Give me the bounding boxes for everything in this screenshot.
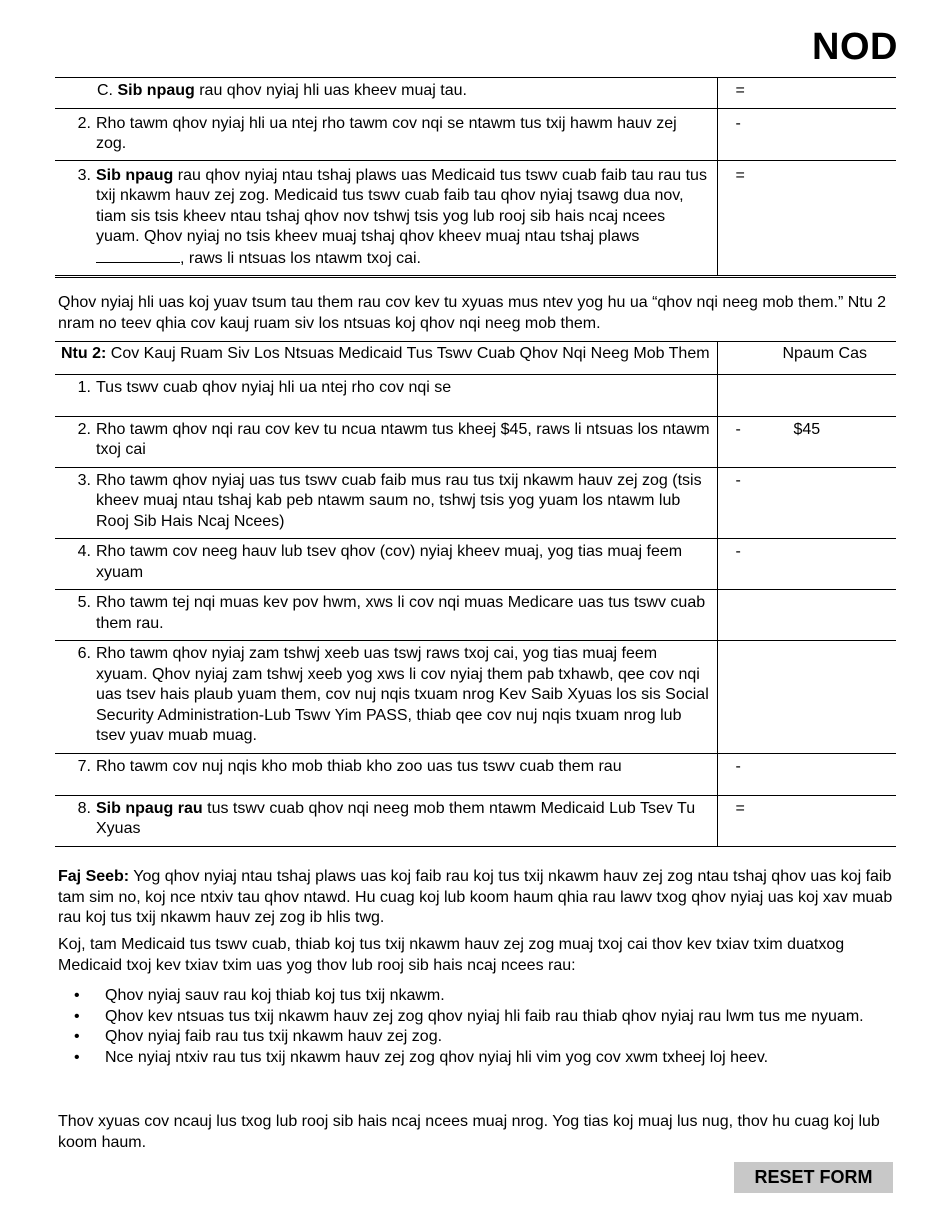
row-prefix: 2. <box>77 420 91 438</box>
row-bold: Sib npaug <box>117 82 195 99</box>
row-symbol: - <box>735 420 741 438</box>
row-text: Rho tawm qhov nyiaj uas tus tswv cuab faib mus rau tus txij nkawm hauv zej zog (tsis kheev muaj ntau tshaj kab peb ntawm saum no, tshwj tsis yog yuam los ntawm lub Rooj Sib Hais Ncaj Ncees) <box>96 471 702 530</box>
row-text: Rho tawm tej nqi muas kev pov hwm, xws li cov nqi muas Medicare uas tus tswv cuab them rau. <box>96 594 706 632</box>
row-description <box>55 590 717 641</box>
row-description <box>55 641 717 754</box>
row-prefix: C. <box>97 82 113 99</box>
row-bold: Sib npaug rau <box>96 799 203 817</box>
row-text: rau qhov nyiaj ntau tshaj plaws uas Medicaid tus tswv cuab faib tau rau tus txij nkawm hauv zej zog. Medicaid tus tswv cuab faib tau qhov nyiaj tsawg dua nov, tiam sis tsis kheev ntau tshaj qhov nov tshwj tsis yog lub rooj sib hais ncaj ncees yuam. Qhov nyiaj no tsis kheev muaj tshaj qhov kheev muaj ntau tshaj plaws <box>96 166 707 245</box>
row-description <box>55 416 717 467</box>
table-row <box>55 539 896 590</box>
row-prefix: 7. <box>77 757 91 775</box>
row-prefix: 3. <box>77 166 91 184</box>
row-text: Rho tawm qhov nyiaj hli ua ntej rho tawm cov nqi se ntawm tus txij hawm hauv zej zog. <box>96 114 677 152</box>
row-prefix: 5. <box>77 594 91 611</box>
row-prefix: 6. <box>77 645 91 662</box>
list-item: • Nce nyiaj ntxiv rau tus txij nkawm hauv zej zog qhov nyiaj hli vim yog cov xwm txheej loj heev. <box>58 1048 868 1069</box>
row-symbol: - <box>735 471 741 489</box>
row-prefix: 1. <box>77 378 91 396</box>
section-label: Ntu 2: <box>61 345 107 362</box>
row-description <box>55 753 717 795</box>
row-symbol: - <box>735 543 741 560</box>
row-symbol: = <box>735 799 745 817</box>
row-text: tus tswv cuab qhov nqi neeg mob them ntawm Medicaid Lub Tsev Tu Xyuas <box>96 799 696 837</box>
table-row <box>55 641 896 754</box>
row-text: Rho tawm qhov nqi rau cov kev tu ncua ntawm tus kheej $45, raws li ntsuas los ntawm txoj cai <box>96 420 710 458</box>
table-row <box>55 795 896 846</box>
row-prefix: 2. <box>77 114 91 132</box>
amount-field[interactable] <box>717 467 896 539</box>
row-symbol: - <box>735 114 741 132</box>
amount-field[interactable] <box>717 641 896 754</box>
table-header-row <box>55 342 896 375</box>
amount-field[interactable] <box>717 590 896 641</box>
section-title: Cov Kauj Ruam Siv Los Ntsuas Medicaid Tus Tswv Cuab Qhov Nqi Neeg Mob Them <box>106 345 710 362</box>
rights-paragraph: Koj, tam Medicaid tus tswv cuab, thiab koj tus txij nkawm hauv zej zog muaj txoj cai thov kev txiav txim duatxog Medicaid txoj kev txiav txim uas yog thov lub rooj sib hais ncaj ncees rau: <box>58 936 845 974</box>
table-row <box>55 108 896 160</box>
closing-paragraph: Thov xyuas cov ncauj lus txog lub rooj sib hais ncaj ncees muaj nrog. Yog tias koj muaj lus nug, thov hu cuag koj lub koom haum. <box>58 1113 880 1151</box>
row-prefix: 4. <box>77 543 91 560</box>
table-row <box>55 753 896 795</box>
row-description <box>55 78 717 109</box>
amount-field[interactable] <box>717 374 896 416</box>
row-text: Rho tawm qhov nyiaj zam tshwj xeeb uas tswj raws txoj cai, yog tias muaj feem xyuam. Qhov nyiaj zam tshwj xeeb yog xws li cov nyiaj them pab txhawb, qee cov nqi uas tsev hais plaub yuam them, cov nuj nqis txuam nrog Kev Saib Xyuas los sis Social Security Administration-Lub Tswv Yim PASS, thiab qee cov nuj nqis txuam nrog lub tsev yuav muab muag. <box>96 645 709 744</box>
row-symbol: - <box>735 757 741 775</box>
amount-field[interactable] <box>717 416 896 467</box>
list-item: • Qhov kev ntsuas tus txij nkawm hauv zej zog qhov nyiaj hli faib rau thiab qhov nyiaj rau lwm tus me nyuam. <box>58 1007 868 1028</box>
intro-paragraph: Qhov nyiaj hli uas koj yuav tsum tau them rau cov kev tu xyuas mus ntev yog hu ua “qhov nqi neeg mob them.” Ntu 2 nram no teev qhia cov kauj ruam siv los ntsuas koj qhov nqi neeg mob them. <box>58 294 886 332</box>
row-amount: $45 <box>793 420 821 438</box>
amount-field[interactable] <box>717 539 896 590</box>
amount-field[interactable] <box>717 108 896 160</box>
list-item: • Qhov nyiaj sauv rau koj thiab koj tus txij nkawm. <box>58 986 868 1007</box>
row-bold: Sib npaug <box>96 166 174 184</box>
row-prefix: 3. <box>77 471 91 489</box>
row-description <box>55 374 717 416</box>
row-description <box>55 795 717 846</box>
row-description <box>55 467 717 539</box>
amount-field[interactable] <box>717 78 896 109</box>
table-row <box>55 78 896 109</box>
row-prefix: 8. <box>77 799 91 817</box>
row-symbol: = <box>735 166 745 184</box>
blank-line <box>96 248 180 263</box>
row-text: rau qhov nyiaj hli uas kheev muaj tau. <box>194 82 467 99</box>
row-description <box>55 160 717 277</box>
note-text: Yog qhov nyiaj ntau tshaj plaws uas koj faib rau koj tus txij nkawm hauv zej zog ntau tshaj qhov uas koj faib tam sim no, koj nce ntxiv tau qhov ntawd. Hu cuag koj lub koom haum qhia rau lawv txog qhov nyiaj uas koj xav muab rau koj tus txij nkawm hauv zej zog ib hlis twg. <box>58 868 893 926</box>
row-text: Rho tawm cov neeg hauv lub tsev qhov (cov) nyiaj kheev muaj, yog tias muaj feem xyuam <box>96 543 683 581</box>
amount-column-header: Npaum Cas <box>717 342 896 375</box>
amount-field[interactable] <box>717 795 896 846</box>
amount-field[interactable] <box>717 160 896 277</box>
row-symbol: = <box>735 82 745 99</box>
note-paragraph <box>58 867 898 929</box>
row-description <box>55 108 717 160</box>
table-row <box>55 416 896 467</box>
note-label: Faj Seeb: <box>58 868 130 885</box>
amount-field[interactable] <box>717 753 896 795</box>
row-description <box>55 539 717 590</box>
table-row <box>55 467 896 539</box>
table-row <box>55 590 896 641</box>
reset-form-button[interactable]: RESET FORM <box>734 1162 893 1193</box>
form-code-title: NOD <box>812 26 898 68</box>
row-text: Rho tawm cov nuj nqis kho mob thiab kho zoo uas tus tswv cuab them rau <box>96 757 622 775</box>
allocation-table <box>55 77 896 278</box>
row-text: Tus tswv cuab qhov nyiaj hli ua ntej rho cov nqi se <box>96 378 452 396</box>
section-heading <box>55 342 717 375</box>
patient-pay-table <box>55 341 896 847</box>
table-row <box>55 374 896 416</box>
table-row <box>55 160 896 277</box>
rights-list <box>58 986 868 1068</box>
row-text-end: , raws li ntsuas los ntawm txoj cai. <box>180 249 421 267</box>
list-item: • Qhov nyiaj faib rau tus txij nkawm hauv zej zog. <box>58 1027 868 1048</box>
